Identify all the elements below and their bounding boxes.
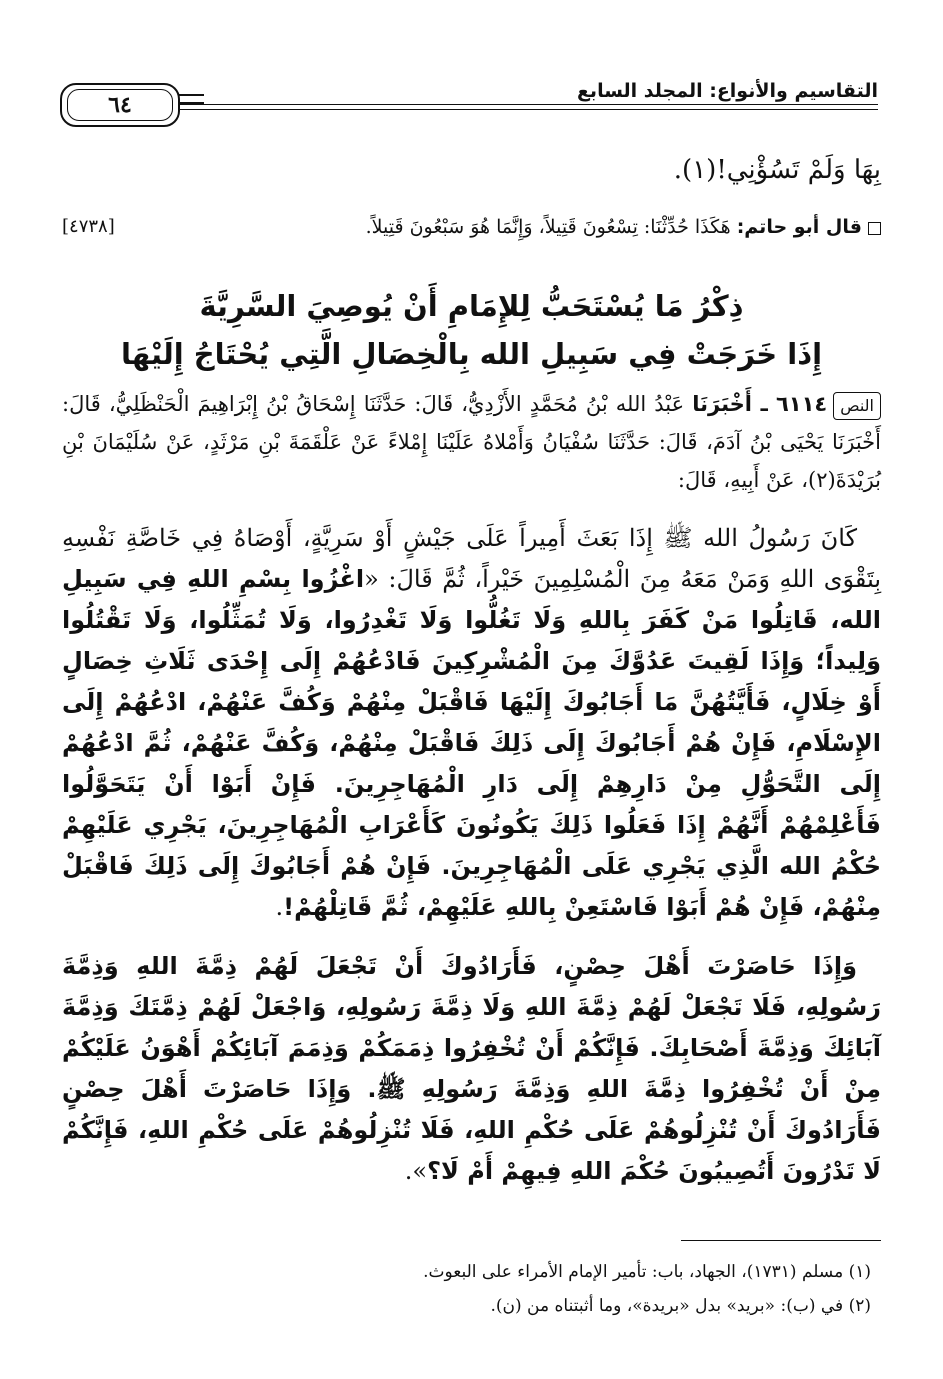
continuation-text: بِهَا وَلَمْ تَسُؤْنِي!(١). <box>673 155 881 185</box>
akhbarana-label: ـ أَخْبَرَنَا <box>692 392 768 416</box>
page-number-frame <box>60 83 180 127</box>
abu-hatim-note <box>62 212 881 242</box>
matn-punct-2: ». <box>404 1157 428 1185</box>
header-rule <box>100 104 878 105</box>
matn-intro: كَانَ رَسُولُ الله ﷺ إِذَا بَعَثَ أَمِيراً عَلَى جَيْشٍ أَوْ سَرِيَّةٍ، أَوْصَاهُ فِي خَاصَّةِ نَفْسِهِ بِتَقْوَى اللهِ وَمَنْ مَعَهُ مِنَ الْمُسْلِمِينَ خَيْراً، ثُمَّ قَالَ: « <box>62 524 881 593</box>
text-tag-badge: النص <box>833 392 881 420</box>
footnote-2: (٢) في (ب): «بريد» بدل «بريدة»، وما أثبتناه من (ن). <box>490 1296 871 1316</box>
page-number: ٦٤ <box>67 89 173 121</box>
square-bullet-icon <box>868 222 881 235</box>
running-title: التقاسيم والأنواع: المجلد السابع <box>569 80 878 102</box>
hadith-matn <box>62 518 881 1192</box>
chapter-heading-line-1: ذِكْرُ مَا يُسْتَحَبُّ لِلإِمَامِ أَنْ يُوصِيَ السَّرِيَّةَ <box>199 289 744 323</box>
chapter-heading <box>62 282 881 378</box>
header-rule-thin <box>100 109 878 110</box>
chapter-heading-line-2: إِذَا خَرَجَتْ فِي سَبِيلِ الله بِالْخِصَالِ الَّتِي يُحْتَاجُ إِلَيْهَا <box>120 337 823 371</box>
footnote-1: (١) مسلم (١٧٣١)، الجهاد، باب: تأمير الإمام الأمراء على البعوث. <box>423 1262 871 1282</box>
frame-ornament <box>178 94 204 96</box>
matn-punct: . <box>275 893 284 921</box>
hadith-isnad <box>62 385 881 499</box>
matn-quote: اغْزُوا بِسْمِ اللهِ فِي سَبِيلِ الله، قَاتِلُوا مَنْ كَفَرَ بِاللهِ وَلَا تَغُلُّوا وَلَا تَغْدِرُوا، وَلَا تُمَثِّلُوا، وَلَا تَقْتُلُوا وَلِيداً؛ وَإِذَا لَقِيتَ عَدُوَّكَ مِنَ الْمُشْرِكِينَ فَادْعُهُمْ إِلَى إِحْدَى ثَلَاثِ خِصَالٍ أَوْ خِلَالٍ، فَأَيَّتُهُنَّ مَا أَجَابُوكَ إِلَيْهَا فَاقْبَلْ مِنْهُمْ وَكُفَّ عَنْهُمْ، ادْعُهُمْ إِلَى الإِسْلَامِ، فَإِنْ هُمْ أَجَابُوكَ إِلَى ذَلِكَ فَاقْبَلْ مِنْهُمْ، وَكُفَّ عَنْهُمْ، ثُمَّ ادْعُهُمْ إِلَى التَّحَوُّلِ مِنْ دَارِهِمْ إِلَى دَارِ الْمُهَاجِرِينَ. فَإِنْ أَبَوْا أَنْ يَتَحَوَّلُوا فَأَعْلِمْهُمْ أَنَّهُمْ إِذَا فَعَلُوا ذَلِكَ يَكُونُونَ كَأَعْرَابِ الْمُهَاجِرِينَ، يَجْرِي عَلَيْهِمْ حُكْمُ الله الَّذِي يَجْرِي عَلَى الْمُهَاجِرِينَ. فَإِنْ هُمْ أَجَابُوكَ إِلَى ذَلِكَ فَاقْبَلْ مِنْهُمْ، فَإِنْ هُمْ أَبَوْا فَاسْتَعِنْ بِاللهِ عَلَيْهِمْ، ثُمَّ قَاتِلْهُمْ! <box>62 565 881 921</box>
matn-quote-2: وَإِذَا حَاصَرْتَ أَهْلَ حِصْنٍ، فَأَرَادُوكَ أَنْ تَجْعَلَ لَهُمْ ذِمَّةَ اللهِ وَذِمَّةَ رَسُولِهِ، فَلَا تَجْعَلْ لَهُمْ ذِمَّةَ اللهِ وَلَا ذِمَّةَ رَسُولِهِ، وَاجْعَلْ لَهُمْ ذِمَّتَكَ وَذِمَّةَ آبَائِكَ وَذِمَّةَ أَصْحَابِكَ. فَإِنَّكُمْ أَنْ تُخْفِرُوا ذِمَمَكُمْ وَذِمَمَ آبَائِكُمْ أَهْوَنُ عَلَيْكُمْ مِنْ أَنْ تُخْفِرُوا ذِمَّةَ اللهِ وَذِمَّةَ رَسُولِهِ ﷺ. وَإِذَا حَاصَرْتَ أَهْلَ حِصْنٍ فَأَرَادُوكَ أَنْ تُنْزِلُوهُمْ عَلَى حُكْمِ اللهِ، فَلَا تُنْزِلُوهُمْ عَلَى حُكْمِ اللهِ، فَإِنَّكُمْ لَا تَدْرُونَ أَتُصِيبُونَ حُكْمَ اللهِ فِيهِمْ أَمْ لَا؟ <box>62 952 881 1185</box>
matn-paragraph-1 <box>62 518 881 928</box>
page-header <box>60 80 878 130</box>
hadith-reference: [٤٧٣٨] <box>62 216 115 237</box>
footnotes <box>66 1255 871 1323</box>
isnad-text: عَبْدُ الله بْنُ مُحَمَّدٍ الأَزْدِيُّ، قَالَ: حَدَّثَنَا إِسْحَاقُ بْنُ إِبْرَاهِيمَ الْحَنْظَلِيُّ، قَالَ: أَخْبَرَنَا يَحْيَى بْنُ آدَمَ، قَالَ: حَدَّثَنَا سُفْيَانُ وَأَمْلاهُ عَلَيْنَا إِمْلاءً عَنْ عَلْقَمَةَ بْنِ مَرْثَدٍ، عَنْ سُلَيْمَانَ بْنِ بُرَيْدَةَ(٢)، عَنْ أَبِيهِ، قَالَ: <box>62 392 881 492</box>
hadith-number: ٦١١٤ <box>775 392 828 416</box>
matn-paragraph-2 <box>62 946 881 1192</box>
footnote-rule <box>681 1240 881 1241</box>
note-speaker: قال أبو حاتم: <box>736 216 862 238</box>
note-text: هَكَذَا حُدِّثْنَا: تِسْعُونَ قَتِيلاً، وَإِنَّمَا هُوَ سَبْعُونَ قَتِيلاً. <box>365 216 731 238</box>
frame-ornament <box>178 102 204 104</box>
